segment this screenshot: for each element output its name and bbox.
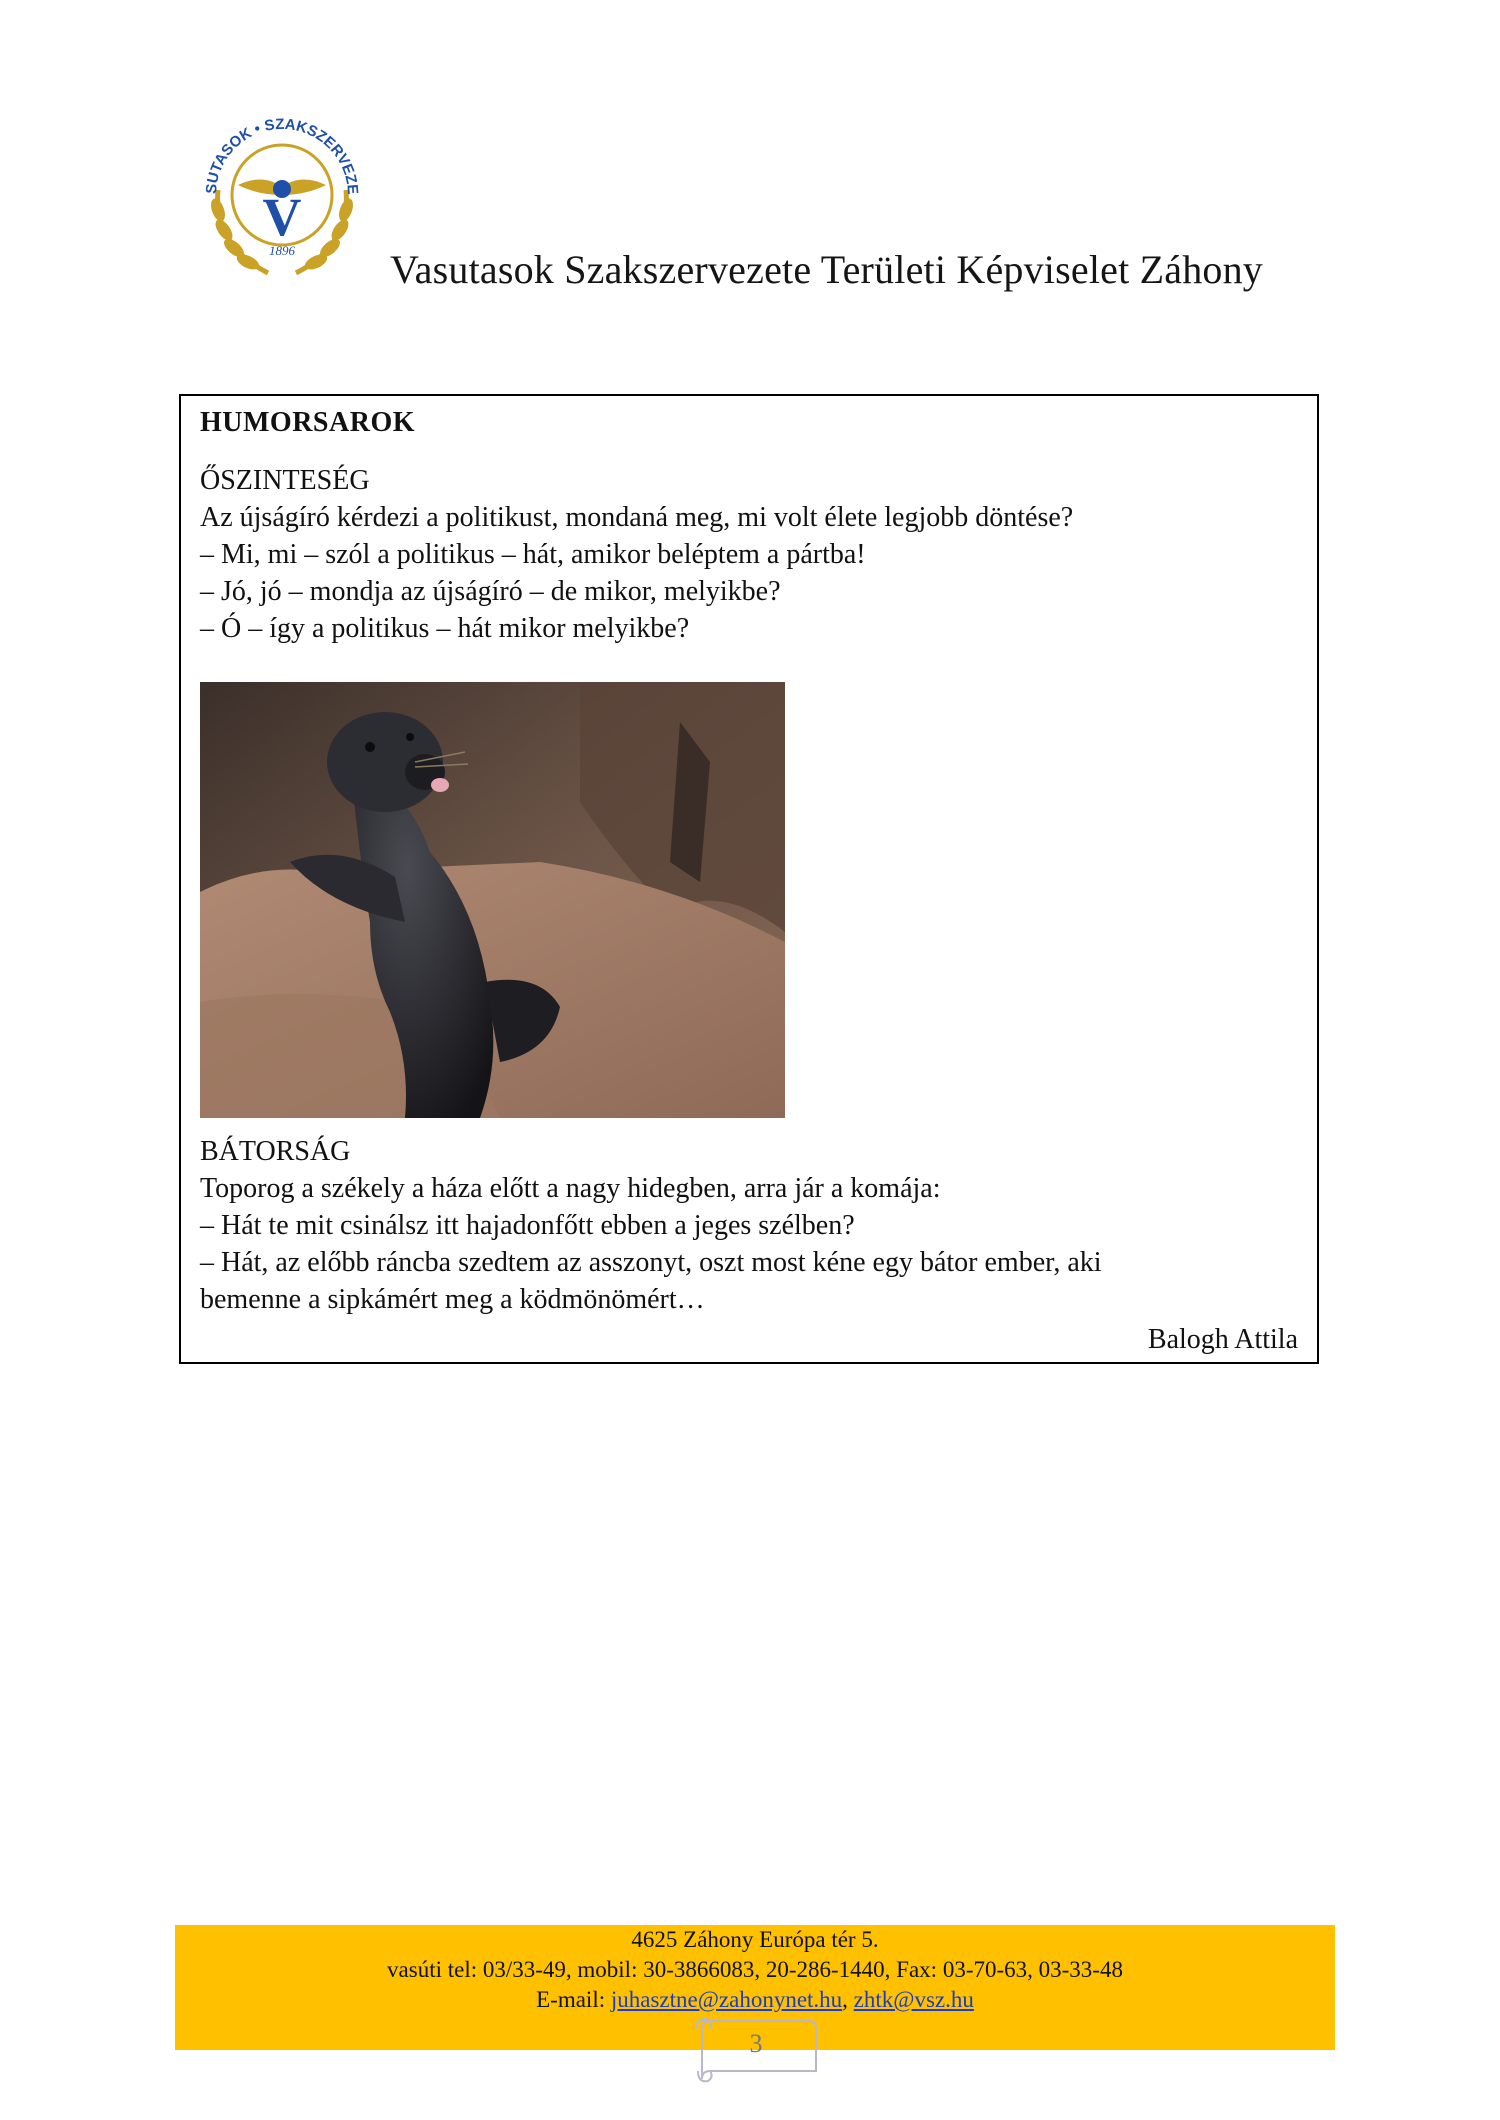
story2-line: – Hát te mit csinálsz itt hajadonfőtt ebben a jeges szélben? — [200, 1210, 855, 1241]
story2-line: Toporog a székely a háza előtt a nagy hidegben, arra jár a komája: — [200, 1173, 941, 1204]
header-title: Vasutasok Szakszervezete Területi Képviselet Záhony — [390, 247, 1264, 292]
footer-phones: vasúti tel: 03/33-49, mobil: 30-3866083, 20-286-1440, Fax: 03-70-63, 03-33-48 — [387, 1957, 1123, 1982]
page-number: 3 — [749, 2029, 763, 2058]
logo-letter: V — [262, 187, 302, 247]
footer-email-separator: , — [842, 1987, 854, 2012]
humor-corner-box — [179, 394, 1319, 1364]
email-link-primary[interactable]: juhasztne@zahonynet.hu — [610, 1987, 843, 2012]
story2-line: – Hát, az előbb ráncba szedtem az asszonyt, oszt most kéne egy bátor ember, aki — [200, 1247, 1102, 1278]
story1-line: – Mi, mi – szól a politikus – hát, amikor beléptem a pártba! — [200, 539, 866, 570]
story1-line: – Jó, jó – mondja az újságíró – de mikor, melyikbe? — [200, 576, 781, 607]
sea-lion-photo — [200, 682, 785, 1118]
footer-email-line — [175, 1987, 1335, 2013]
story2-line: bemenne a sipkámért meg a ködmönömért… — [200, 1284, 705, 1315]
logo-year: 1896 — [269, 243, 295, 258]
section-title: HUMORSAROK — [200, 407, 415, 438]
footer-email-label: E-mail: — [536, 1987, 611, 2012]
author-signature: Balogh Attila — [1147, 1324, 1298, 1355]
story1-line: – Ó – így a politikus – hát mikor melyikbe? — [200, 613, 690, 644]
story1-title: ŐSZINTESÉG — [200, 465, 370, 496]
email-link-secondary[interactable]: zhtk@vsz.hu — [853, 1987, 974, 2012]
story1-line: Az újságíró kérdezi a politikust, mondaná meg, mi volt élete legjobb döntése? — [200, 502, 1074, 533]
union-logo — [188, 95, 376, 283]
page-number-scroll — [688, 2015, 824, 2085]
logo-ring-text: SUTASOK • SZAKSZERVEZE — [202, 115, 362, 196]
story2-title: BÁTORSÁG — [200, 1136, 351, 1167]
footer-address: 4625 Záhony Európa tér 5. — [631, 1927, 879, 1952]
